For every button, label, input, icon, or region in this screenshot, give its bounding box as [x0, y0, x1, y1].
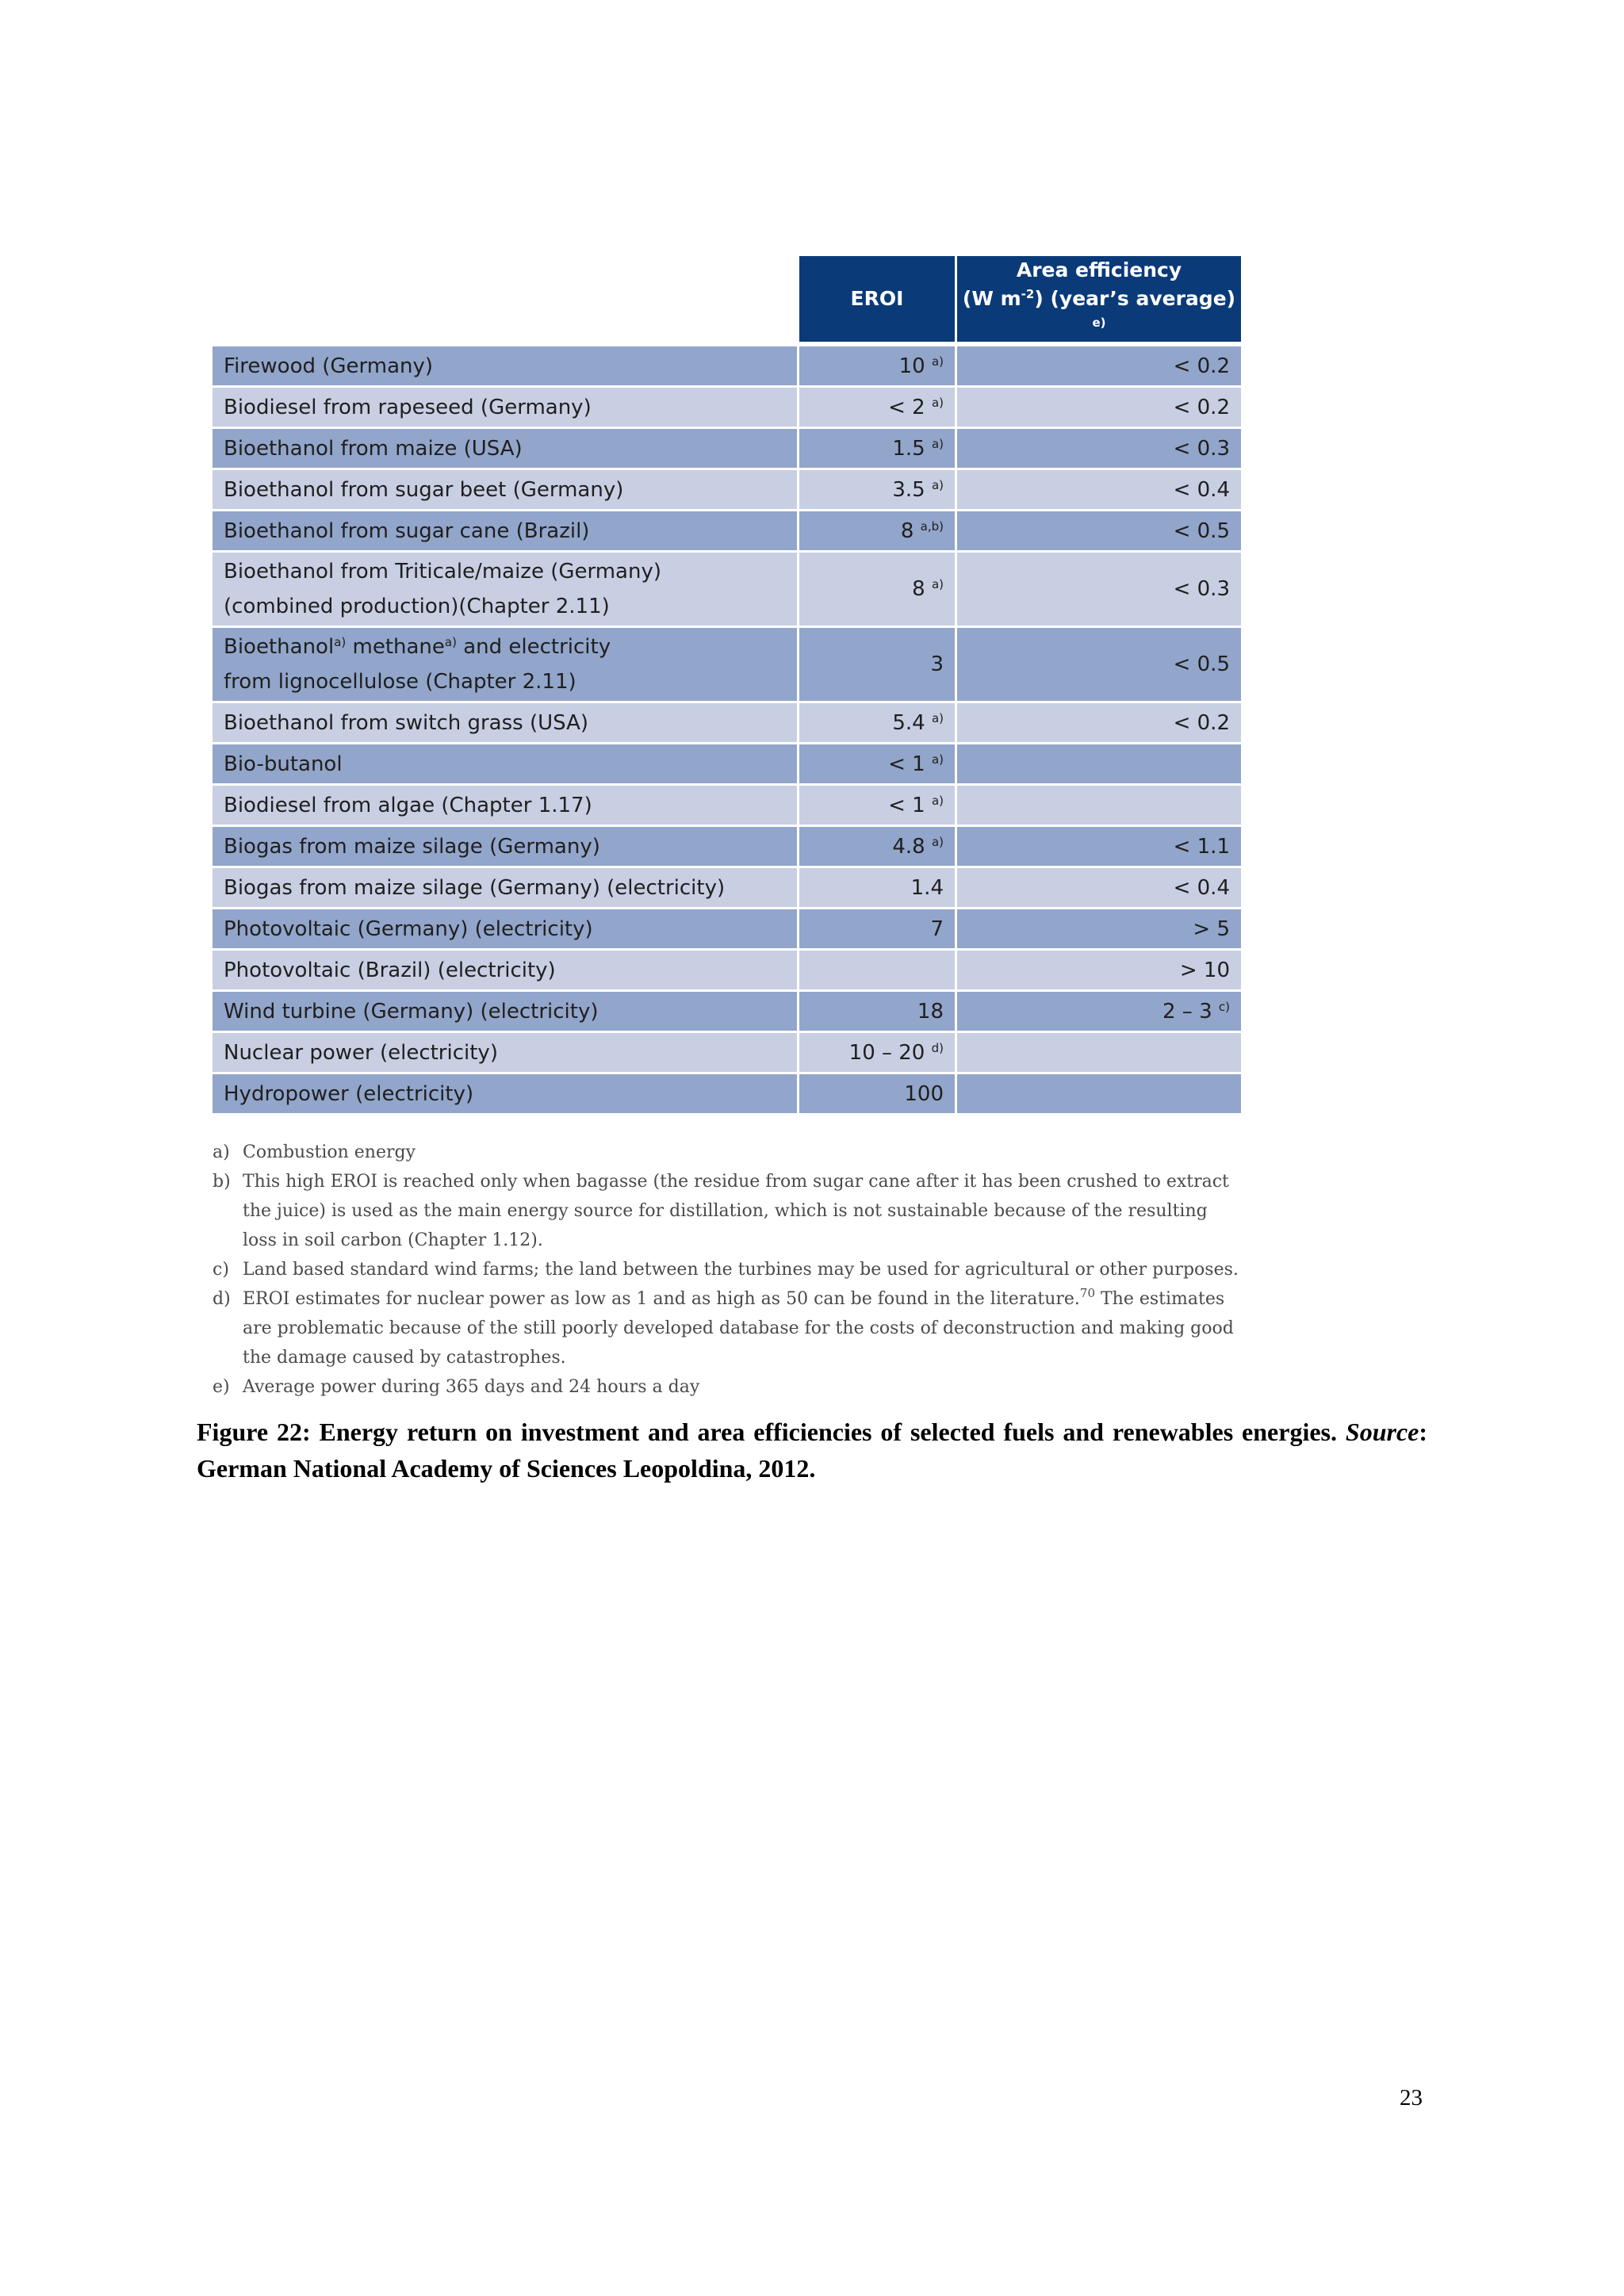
row-area-efficiency [955, 744, 1241, 786]
row-eroi: 8 $^{a,b)}$ [797, 511, 955, 553]
row-eroi: 3 [797, 628, 955, 703]
row-label: Biodiesel from algae (Chapter 1.17) [213, 786, 797, 827]
footnotes [213, 1138, 1243, 1402]
table-row [213, 511, 1241, 553]
table-row [213, 992, 1241, 1033]
row-area-efficiency: < 0.2 [955, 388, 1241, 429]
row-eroi [797, 951, 955, 992]
row-area-efficiency: > 10 [955, 951, 1241, 992]
table-row [213, 470, 1241, 511]
row-eroi: 100 [797, 1074, 955, 1115]
row-eroi: 4.8 $^{a)}$ [797, 827, 955, 868]
row-label: Photovoltaic (Germany) (electricity) [213, 909, 797, 951]
row-eroi: 1.4 [797, 868, 955, 909]
row-label: Bioethanol from Triticale/maize (Germany) (combined production)(Chapter 2.11) [213, 553, 797, 628]
footnote-c: c) Land based standard wind farms; the land between the turbines may be used for agricultural or other purposes. [213, 1260, 1239, 1280]
row-area-efficiency: < 0.4 [955, 470, 1241, 511]
page-number: 23 [1400, 2085, 1423, 2110]
row-eroi: 8 $^{a)}$ [797, 553, 955, 628]
row-area-efficiency: < 0.3 [955, 553, 1241, 628]
figure-caption [197, 1414, 1427, 1487]
row-area-efficiency: 2 – 3 $^{c)}$ [955, 992, 1241, 1033]
row-area-efficiency [955, 1033, 1241, 1074]
row-eroi: < 1 $^{a)}$ [797, 786, 955, 827]
row-label: Bioethanol from sugar beet (Germany) [213, 470, 797, 511]
header-eroi: EROI [797, 256, 955, 346]
row-label: Biogas from maize silage (Germany) (electricity) [213, 868, 797, 909]
eroi-table-figure [213, 256, 1241, 1115]
table-body [213, 346, 1241, 1115]
footnote-d: d) EROI estimates for nuclear power as low as 1 and as high as 50 can be found in the literature.$^{70}$ The estimates are problematic because of the still poorly developed database for the costs of deconstruction and making good the damage caused by catastrophes. [213, 1286, 1234, 1368]
table-row [213, 429, 1241, 470]
row-label: Biogas from maize silage (Germany) [213, 827, 797, 868]
footnote-e: e) Average power during 365 days and 24 hours a day [213, 1377, 700, 1397]
row-area-efficiency [955, 786, 1241, 827]
header-area-line2: (W $m^{-2}$) (year’s average) $^{e)}$ [962, 287, 1236, 330]
row-label: Nuclear power (electricity) [213, 1033, 797, 1074]
row-area-efficiency: > 5 [955, 909, 1241, 951]
row-label: Firewood (Germany) [213, 346, 797, 388]
table-row [213, 703, 1241, 744]
table-row [213, 951, 1241, 992]
row-eroi: 5.4 $^{a)}$ [797, 703, 955, 744]
table-row [213, 1033, 1241, 1074]
row-label: Biodiesel from rapeseed (Germany) [213, 388, 797, 429]
table-header-row [213, 256, 1241, 346]
row-label: Bio-butanol [213, 744, 797, 786]
row-area-efficiency: < 0.3 [955, 429, 1241, 470]
row-label: Bioethanol from sugar cane (Brazil) [213, 511, 797, 553]
caption-source-label: Source [1345, 1418, 1419, 1446]
row-label: Bioethanol from maize (USA) [213, 429, 797, 470]
row-area-efficiency: < 0.5 [955, 511, 1241, 553]
caption-source-text: : German National Academy of Sciences Leopoldina, 2012. [197, 1418, 1428, 1483]
eroi-table [213, 256, 1241, 1115]
row-area-efficiency: < 1.1 [955, 827, 1241, 868]
footnote-b: b) This high EROI is reached only when bagasse (the residue from sugar cane after it has been crushed to extract the juice) is used as the main energy source for distillation, which is not sustainable because of the resulting loss in soil carbon (Chapter 1.12). [213, 1172, 1229, 1250]
row-area-efficiency: < 0.4 [955, 868, 1241, 909]
row-label: Photovoltaic (Brazil) (electricity) [213, 951, 797, 992]
table-row [213, 744, 1241, 786]
table-row [213, 868, 1241, 909]
row-eroi: 1.5 $^{a)}$ [797, 429, 955, 470]
row-eroi: 10 – 20 $^{d)}$ [797, 1033, 955, 1074]
row-eroi: 18 [797, 992, 955, 1033]
caption-title: Figure 22: Energy return on investment and area efficiencies of selected fuels and renewables energies. [197, 1418, 1337, 1446]
row-eroi: 7 [797, 909, 955, 951]
row-area-efficiency: < 0.2 [955, 346, 1241, 388]
row-area-efficiency: < 0.2 [955, 703, 1241, 744]
table-row [213, 346, 1241, 388]
row-eroi: 3.5 $^{a)}$ [797, 470, 955, 511]
header-area-line1: Area efficiency [1016, 258, 1182, 281]
row-area-efficiency [955, 1074, 1241, 1115]
header-blank-cell [213, 256, 797, 346]
row-label: Bioethanol$^{a)}$ methane$^{a)}$ and electricity from lignocellulose (Chapter 2.11) [213, 628, 797, 703]
row-area-efficiency: < 0.5 [955, 628, 1241, 703]
header-area-efficiency [955, 256, 1241, 346]
table-row [213, 1074, 1241, 1115]
table-row [213, 553, 1241, 628]
table-row [213, 628, 1241, 703]
footnote-a: a) Combustion energy [213, 1142, 416, 1162]
row-eroi: < 2 $^{a)}$ [797, 388, 955, 429]
row-eroi: 10 $^{a)}$ [797, 346, 955, 388]
row-eroi: < 1 $^{a)}$ [797, 744, 955, 786]
table-row [213, 388, 1241, 429]
table-row [213, 909, 1241, 951]
table-row [213, 827, 1241, 868]
row-label: Wind turbine (Germany) (electricity) [213, 992, 797, 1033]
row-label: Bioethanol from switch grass (USA) [213, 703, 797, 744]
row-label: Hydropower (electricity) [213, 1074, 797, 1115]
table-row [213, 786, 1241, 827]
